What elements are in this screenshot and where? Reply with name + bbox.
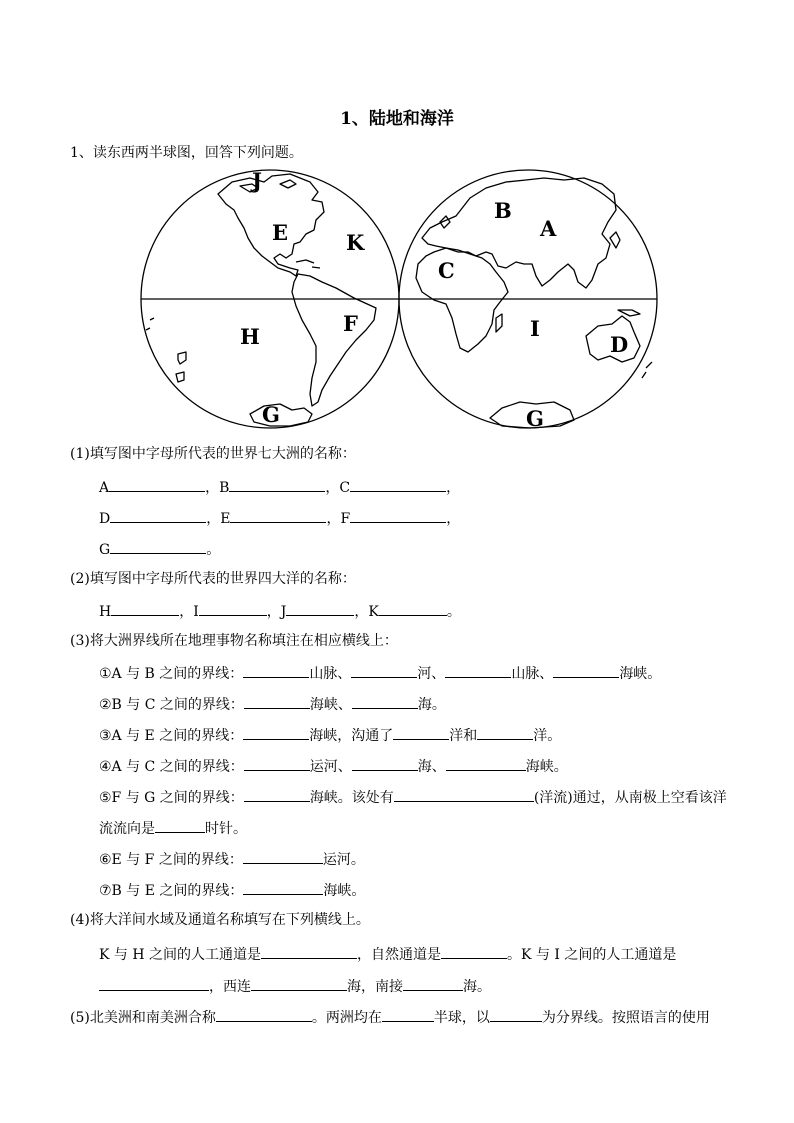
continent-blanks-row-2 bbox=[99, 507, 460, 529]
ocean-blanks-row bbox=[99, 600, 461, 622]
answer-blank-h[interactable] bbox=[111, 600, 179, 616]
label-b: ，B bbox=[205, 480, 230, 496]
answer-blank[interactable] bbox=[352, 755, 418, 771]
question-1: 1、读东西两半球图，回答下列问题。 bbox=[70, 145, 303, 161]
new-zealand-outline bbox=[642, 362, 652, 378]
answer-blank[interactable] bbox=[244, 755, 310, 771]
map-label-g-west: G bbox=[262, 402, 280, 427]
answer-blank-d[interactable] bbox=[110, 507, 206, 523]
answer-blank[interactable] bbox=[243, 879, 323, 895]
arctic-islands bbox=[240, 180, 296, 192]
caribbean-islands bbox=[296, 260, 320, 268]
page-title: 1、陆地和海洋 bbox=[340, 109, 454, 129]
continent-blanks-row-3 bbox=[99, 538, 220, 560]
boundary-line-6: ⑥E 与 F 之间的界线： 运河。 bbox=[99, 848, 365, 870]
map-label-e: E bbox=[272, 220, 289, 245]
answer-blank[interactable] bbox=[155, 817, 205, 833]
boundary-line-3: ③A 与 E 之间的界线： 海峡，沟通了 洋和 洋。 bbox=[99, 724, 561, 746]
label-a: A bbox=[99, 480, 110, 496]
boundary-line-5-cont: 流流向是 时针。 bbox=[99, 817, 247, 839]
map-label-c: C bbox=[438, 258, 455, 283]
south-america-outline bbox=[292, 274, 376, 406]
sub-question-5: (5)北美洲和南美洲合称 。两洲均在 半球，以 为分界线。按照语言的使用 bbox=[70, 1006, 710, 1028]
period: 。 bbox=[446, 604, 461, 620]
answer-blank[interactable] bbox=[445, 662, 511, 678]
sub-question-1-heading: (1)填写图中字母所代表的世界七大洲的名称： bbox=[70, 446, 356, 462]
label-k: ，K bbox=[354, 604, 379, 620]
label-d: D bbox=[99, 511, 111, 527]
answer-blank-k[interactable] bbox=[379, 600, 447, 616]
answer-blank-f[interactable] bbox=[350, 507, 446, 523]
new-guinea-outline bbox=[618, 310, 640, 316]
map-label-f: F bbox=[343, 311, 358, 336]
boundary-line-1: ①A 与 B 之间的界线： 山脉、 河、 山脉、 海峡。 bbox=[99, 662, 661, 684]
answer-blank[interactable] bbox=[446, 755, 526, 771]
answer-blank[interactable] bbox=[99, 975, 209, 991]
label-e: ，E bbox=[206, 511, 231, 527]
label-f: ，F bbox=[326, 511, 351, 527]
map-label-b: B bbox=[494, 198, 512, 223]
answer-blank-a[interactable] bbox=[109, 476, 205, 492]
answer-blank[interactable] bbox=[351, 662, 417, 678]
boundary-line-7: ⑦B 与 E 之间的界线： 海峡。 bbox=[99, 879, 365, 901]
answer-blank[interactable] bbox=[243, 848, 323, 864]
answer-blank[interactable] bbox=[477, 724, 533, 740]
comma: ， bbox=[446, 480, 461, 496]
label-c: ，C bbox=[325, 480, 351, 496]
answer-blank-j[interactable] bbox=[286, 600, 354, 616]
answer-blank[interactable] bbox=[490, 1006, 542, 1022]
answer-blank-g[interactable] bbox=[110, 538, 206, 554]
passage-line-2: ，西连 海，南接 海。 bbox=[99, 975, 491, 997]
answer-blank-c[interactable] bbox=[350, 476, 446, 492]
sub-question-2-heading: (2)填写图中字母所代表的世界四大洋的名称： bbox=[70, 571, 356, 587]
world-hemispheres-map bbox=[140, 168, 660, 438]
answer-blank-b[interactable] bbox=[229, 476, 325, 492]
sub-question-3-heading: (3)将大洲界线所在地理事物名称填注在相应横线上： bbox=[70, 633, 398, 649]
map-label-d: D bbox=[610, 332, 629, 357]
period: 。 bbox=[206, 542, 221, 558]
answer-blank[interactable] bbox=[441, 943, 507, 959]
answer-blank[interactable] bbox=[261, 943, 357, 959]
africa-outline bbox=[416, 248, 508, 352]
label-i: ，I bbox=[179, 604, 199, 620]
answer-blank-i[interactable] bbox=[199, 600, 267, 616]
answer-blank[interactable] bbox=[393, 724, 449, 740]
answer-blank[interactable] bbox=[382, 1006, 434, 1022]
label-j: ，J bbox=[266, 604, 287, 620]
map-label-a: A bbox=[540, 216, 557, 241]
madagascar-outline bbox=[496, 314, 502, 332]
map-label-k: K bbox=[346, 230, 365, 255]
continent-blanks-row-1 bbox=[99, 476, 460, 498]
japan-islands bbox=[610, 232, 620, 248]
boundary-line-4: ④A 与 C 之间的界线： 运河、 海、 海峡。 bbox=[99, 755, 568, 777]
passage-line-1: K 与 H 之间的人工通道是 ，自然通道是 。K 与 I 之间的人工通道是 bbox=[99, 943, 676, 965]
answer-blank-e[interactable] bbox=[230, 507, 326, 523]
answer-blank[interactable] bbox=[251, 975, 347, 991]
answer-blank[interactable] bbox=[403, 975, 463, 991]
answer-blank[interactable] bbox=[553, 662, 619, 678]
answer-blank[interactable] bbox=[244, 786, 310, 802]
sub-question-4-heading: (4)将大洋间水域及通道名称填写在下列横线上。 bbox=[70, 912, 370, 928]
map-label-i: I bbox=[530, 316, 540, 341]
antarctica-west-outline bbox=[250, 404, 312, 426]
answer-blank[interactable] bbox=[216, 1006, 312, 1022]
answer-blank[interactable] bbox=[352, 693, 418, 709]
map-label-h: H bbox=[240, 324, 260, 349]
boundary-line-5: ⑤F 与 G 之间的界线： 海峡。该处有 (洋流)通过，从南极上空看该洋 bbox=[99, 786, 727, 808]
answer-blank[interactable] bbox=[244, 693, 310, 709]
boundary-line-2: ②B 与 C 之间的界线： 海峡、 海。 bbox=[99, 693, 446, 715]
answer-blank[interactable] bbox=[394, 786, 534, 802]
answer-blank[interactable] bbox=[243, 724, 309, 740]
label-g: G bbox=[99, 542, 111, 558]
map-label-g-east: G bbox=[526, 406, 544, 431]
map-label-j: J bbox=[252, 168, 262, 193]
comma: ， bbox=[446, 511, 461, 527]
label-h: H bbox=[99, 604, 112, 620]
answer-blank[interactable] bbox=[243, 662, 309, 678]
